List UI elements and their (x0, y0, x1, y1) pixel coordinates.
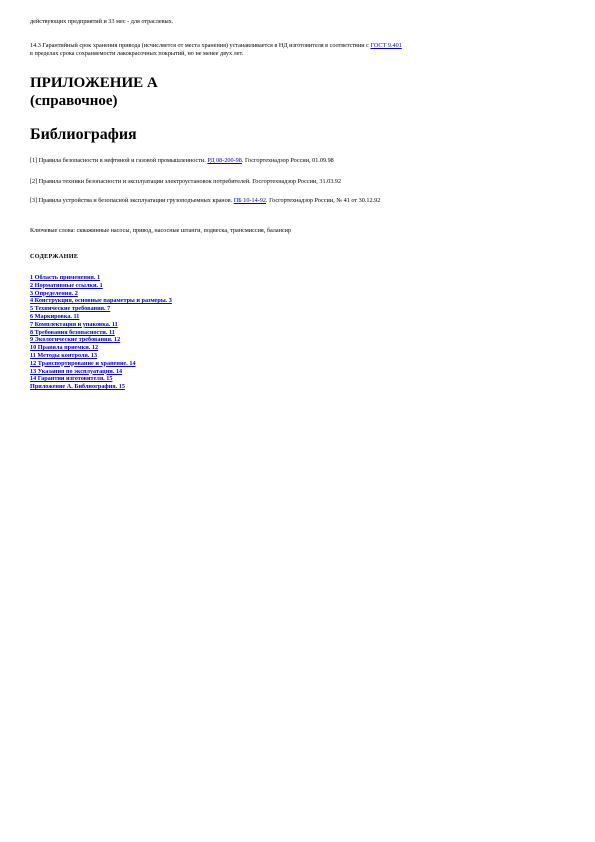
toc-item (30, 368, 172, 376)
toc-item (30, 336, 172, 344)
toc-link[interactable]: 2 Нормативные ссылки. 1 (30, 281, 103, 289)
toc-link[interactable]: 13 Указания по эксплуатации. 14 (30, 367, 123, 375)
section-14-3-text-after: в пределах срока сохраняемости лакокрасочных покрытий, но не менее двух лет. (30, 50, 244, 57)
toc-link[interactable]: 1 Область применения. 1 (30, 274, 101, 281)
toc-item (30, 375, 172, 383)
toc-item (30, 274, 172, 282)
bibliography-item-3-suffix: . Госгортехнадзор России, № 41 от 30.12.92 (265, 197, 381, 204)
keywords: Ключевые слова: скважинные насосы, привод, насосные штанги, подвеска, трансмиссия, балансир (30, 227, 292, 234)
bibliography-heading: Библиография (30, 126, 137, 143)
table-of-contents (30, 274, 172, 391)
toc-link[interactable]: 5 Технические требования. 7 (30, 305, 111, 313)
pb-10-14-92-link[interactable]: ПБ 10-14-92 (233, 197, 266, 204)
bibliography-item-1-suffix: . Госгортехнадзор России, 01.09.98 (241, 157, 334, 164)
toc-item (30, 344, 172, 352)
toc-item (30, 383, 172, 391)
toc-item (30, 360, 172, 368)
toc-link[interactable]: 10 Правила приемки. 12 (30, 344, 99, 352)
toc-link[interactable]: 6 Маркировка. 11 (30, 312, 80, 320)
bibliography-item-2-text: [2] Правила техники безопасности и эксплуатации электроустановок потребителей. Госгортехнадзор России, 31.03.92 (30, 178, 342, 185)
bibliography-item-3-prefix: [3] Правила устройства и безопасной эксплуатации грузоподъемных кранов. (30, 197, 233, 204)
toc-item (30, 297, 172, 305)
appendix-title-line1: ПРИЛОЖЕНИЕ А (30, 75, 158, 91)
appendix-title (30, 74, 158, 110)
appendix-title-line2: (справочное) (30, 93, 118, 109)
toc-link[interactable]: 3 Определения. 2 (30, 289, 78, 297)
toc-link[interactable]: 9 Экологические требования. 12 (30, 336, 121, 344)
toc-title: СОДЕРЖАНИЕ (30, 253, 79, 260)
toc-item (30, 321, 172, 329)
gost-9-401-link[interactable]: ГОСТ 9.401 (370, 42, 402, 49)
rd-08-200-98-link[interactable]: РД 08-200-98 (207, 157, 242, 164)
section-14-3-text-before: 14.3 Гарантийный срок хранения привода (исчисляется от места хранения) устанавливается в НД изготовителя в соответствии с (30, 42, 369, 49)
bibliography-item-2 (30, 178, 341, 186)
toc-item (30, 329, 172, 337)
toc-link[interactable]: Приложение А. Библиография. 15 (30, 383, 125, 391)
bibliography-item-3 (30, 197, 380, 205)
continuation-text: действующих предприятий и 33 мес - для отраслевых. (30, 18, 174, 25)
bibliography-item-1 (30, 157, 334, 165)
toc-link[interactable]: 4 Конструкция, основные параметры и размеры. 3 (30, 297, 172, 305)
toc-item (30, 305, 172, 313)
bibliography-item-1-prefix: [1] Правила безопасности в нефтяной и газовой промышленности. (30, 157, 206, 164)
toc-link[interactable]: 8 Требования безопасности. 11 (30, 328, 115, 336)
toc-item (30, 352, 172, 360)
toc-link[interactable]: 12 Транспортирование и хранение. 14 (30, 359, 136, 367)
toc-item (30, 282, 172, 290)
section-14-3 (30, 42, 570, 58)
toc-item (30, 290, 172, 298)
toc-link[interactable]: 7 Комплектация и упаковка. 11 (30, 320, 118, 328)
toc-item (30, 313, 172, 321)
toc-link[interactable]: 11 Методы контроля. 13 (30, 351, 98, 359)
toc-link[interactable]: 14 Гарантии изготовителя. 15 (30, 375, 113, 383)
